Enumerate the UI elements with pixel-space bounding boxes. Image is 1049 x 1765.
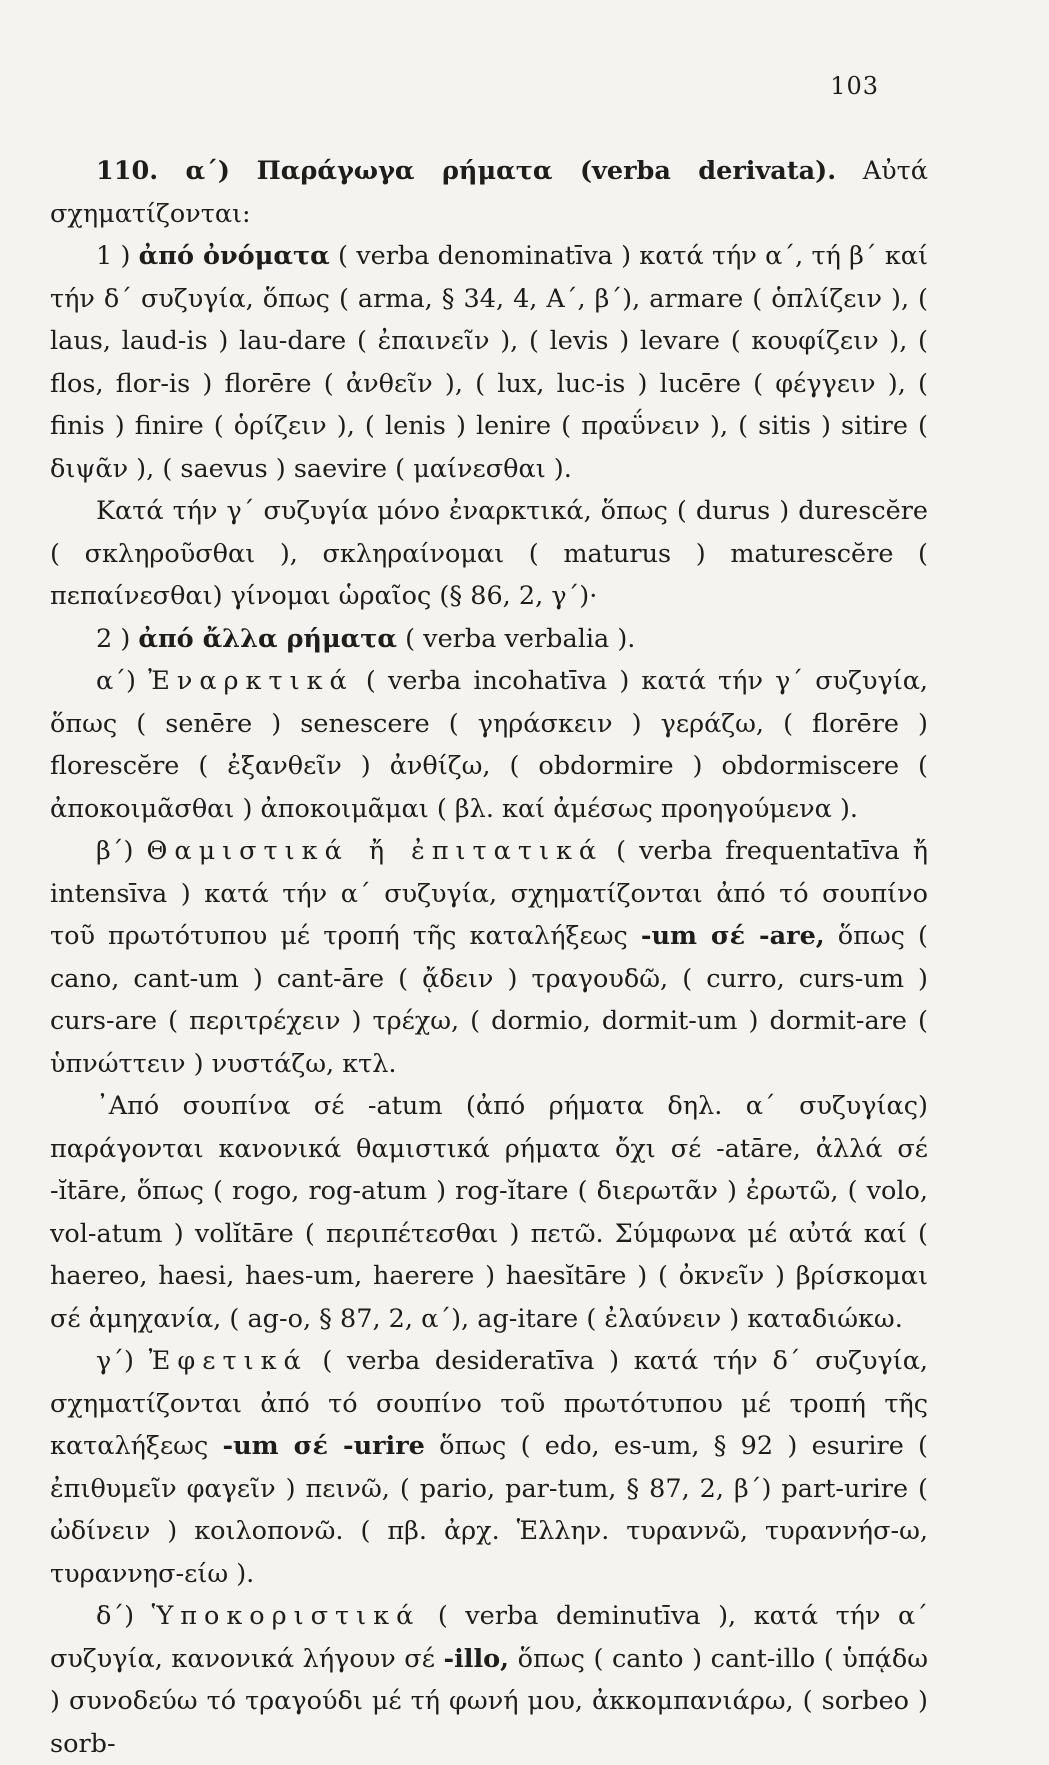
item-number: 2 ) [96, 623, 131, 654]
paragraph-text: ( verba frequentatīva ἤ intensīva ) κατά τήν α΄ συζυγία, σχηματίζονται ἀπό τό σουπίνο τοῦ πρωτότυπου μέ τροπή τῆς καταλήξεως [50, 836, 928, 951]
paragraph-text: ὅπως ( cano, cant-um ) cant-āre ( ᾄδειν ) τραγουδῶ, ( curro, curs-um ) curs-are ( περιτρέχειν ) τρέχω, ( dormio, dormit-um ) dormit-are ( ὑπνώττειν ) νυστάζω, κτλ. [50, 921, 928, 1079]
item-heading: ἀπό ὀνόματα [138, 241, 330, 271]
paragraph-text: ( verba incohatīva ) κατά τήν γ΄ συζυγία, ὅπως ( senēre ) senescere ( γηράσκειν ) γεράζω, ( florēre ) florescĕre ( ἐξανθεῖν ) ἀνθίζω, ( obdormire ) obdormiscere ( ἀποκοιμᾶσθαι ) ἀποκοιμᾶμαι ( βλ. καί ἀμέσως προηγούμενα ). [50, 666, 929, 824]
bold-ending: -illo, [443, 1643, 510, 1674]
body-text [50, 150, 928, 1765]
paragraph-text: Κατά τήν γ΄ συζυγία μόνο ἐναρκτικά, ὅπως ( durus ) durescĕre ( σκληροῦσθαι ), σκληραίνομαι ( maturus ) maturescĕre ( πεπαίνεσθαι) γίνομαι ὡραῖος (§ 86, 2, γ΄)· [50, 496, 928, 611]
spaced-term: Ἐφετικά [148, 1346, 308, 1376]
section-number: 110. α΄) [96, 156, 230, 186]
section-heading-paragraph [50, 150, 928, 235]
paragraph-text: ( verba deminutīva ), κατά τήν α΄ συζυγία, κανονικά λήγουν σέ [50, 1601, 928, 1674]
page-number: 103 [830, 72, 879, 100]
bold-ending: -um σέ -are, [640, 921, 825, 951]
paragraph-supine-atum [50, 1085, 928, 1340]
paragraph-frequentative [50, 830, 928, 1085]
subitem-label: δ΄) [96, 1601, 135, 1631]
paragraph-denominative [50, 235, 928, 490]
paragraph-third-conjugation [50, 490, 928, 618]
paragraph-text: ᾿Από σουπίνα σέ -atum (ἀπό ρήματα δηλ. α΄ συζυγίας) παράγονται κανονικά θαμιστικά ρήματα ὄχι σέ -atāre, ἀλλά σέ -ĭtāre, ὅπως ( rogo, rog-atum ) rog-ĭtare ( διερωτᾶν ) ἐρωτῶ, ( volo, vol-atum ) volĭtāre ( περιπέτεσθαι ) πετῶ. Σύμφωνα μέ αὐτά καί ( haereo, haesi, haes-um, haerere ) haesĭtāre ) ( ὀκνεῖν ) βρίσκομαι σέ ἀμηχανία, ( ag-o, § 87, 2, α΄), ag-itare ( ἐλαύνειν ) καταδιώκω. [50, 1091, 928, 1334]
paragraph-desiderative [50, 1340, 928, 1595]
paragraph-text: ( verba denominatīva ) κατά τήν α΄, τή β΄ καί τήν δ΄ συζυγία, ὅπως ( arma, § 34, 4, Α΄, β΄), armare ( ὁπλίζειν ), ( laus, laud-is ) lau-dare ( ἐπαινεῖν ), ( levis ) levare ( κουφίζειν ), ( flos, flor-is ) florēre ( ἀνθεῖν ), ( lux, luc-is ) lucēre ( φέγγειν ), ( finis ) finire ( ὁρίζειν ), ( lenis ) lenire ( πραΰνειν ), ( sitis ) sitire ( διψᾶν ), ( saevus ) saevire ( μαίνεσθαι ). [50, 241, 928, 484]
paragraph-text: ( verba verbalia ). [405, 623, 636, 654]
item-heading: ἀπό ἄλλα ρήματα [138, 623, 398, 654]
subitem-label: β΄) [96, 836, 134, 866]
spaced-term: Ὑποκοριστικά [151, 1601, 421, 1631]
spaced-term: Θαμιστικά ἤ ἐπιτατικά [146, 836, 604, 866]
subitem-label: α΄) [96, 666, 136, 696]
paragraph-verbalia [50, 618, 928, 661]
spaced-term: Ἐναρκτικά [148, 666, 354, 696]
paragraph-diminutive [50, 1595, 928, 1765]
section-title: Παράγωγα ρήματα (verba derivata). [256, 156, 837, 186]
paragraph-text: ( verba desideratīva ) κατά τήν δ΄ συζυγία, σχηματίζονται ἀπό τό σουπίνο τοῦ πρωτότυπου μέ τροπή τῆς καταλήξεως [50, 1346, 929, 1461]
paragraph-text: ὅπως ( edo, es-um, § 92 ) esurire ( ἐπιθυμεῖν φαγεῖν ) πεινῶ, ( pario, par-tum, § 87, 2, β΄) part-urire ( ὠδίνειν ) κοιλοπονῶ. ( πβ. ἀρχ. Ἑλλην. τυραννῶ, τυραννήσ-ω, τυραννησ-είω ). [50, 1431, 928, 1589]
bold-ending: -um σέ -urire [222, 1431, 425, 1461]
section-intro: Αὐτά σχηματίζονται: [50, 156, 928, 229]
paragraph-text: ὅπως ( canto ) cant-illo ( ὑπᾴδω ) συνοδεύω τό τραγούδι μέ τή φωνή μου, ἀκκομπανιάρω, ( sorbeo ) sorb- [50, 1643, 929, 1759]
subitem-label: γ΄) [96, 1346, 134, 1376]
item-number: 1 ) [96, 241, 131, 271]
paragraph-inchoative [50, 660, 928, 830]
